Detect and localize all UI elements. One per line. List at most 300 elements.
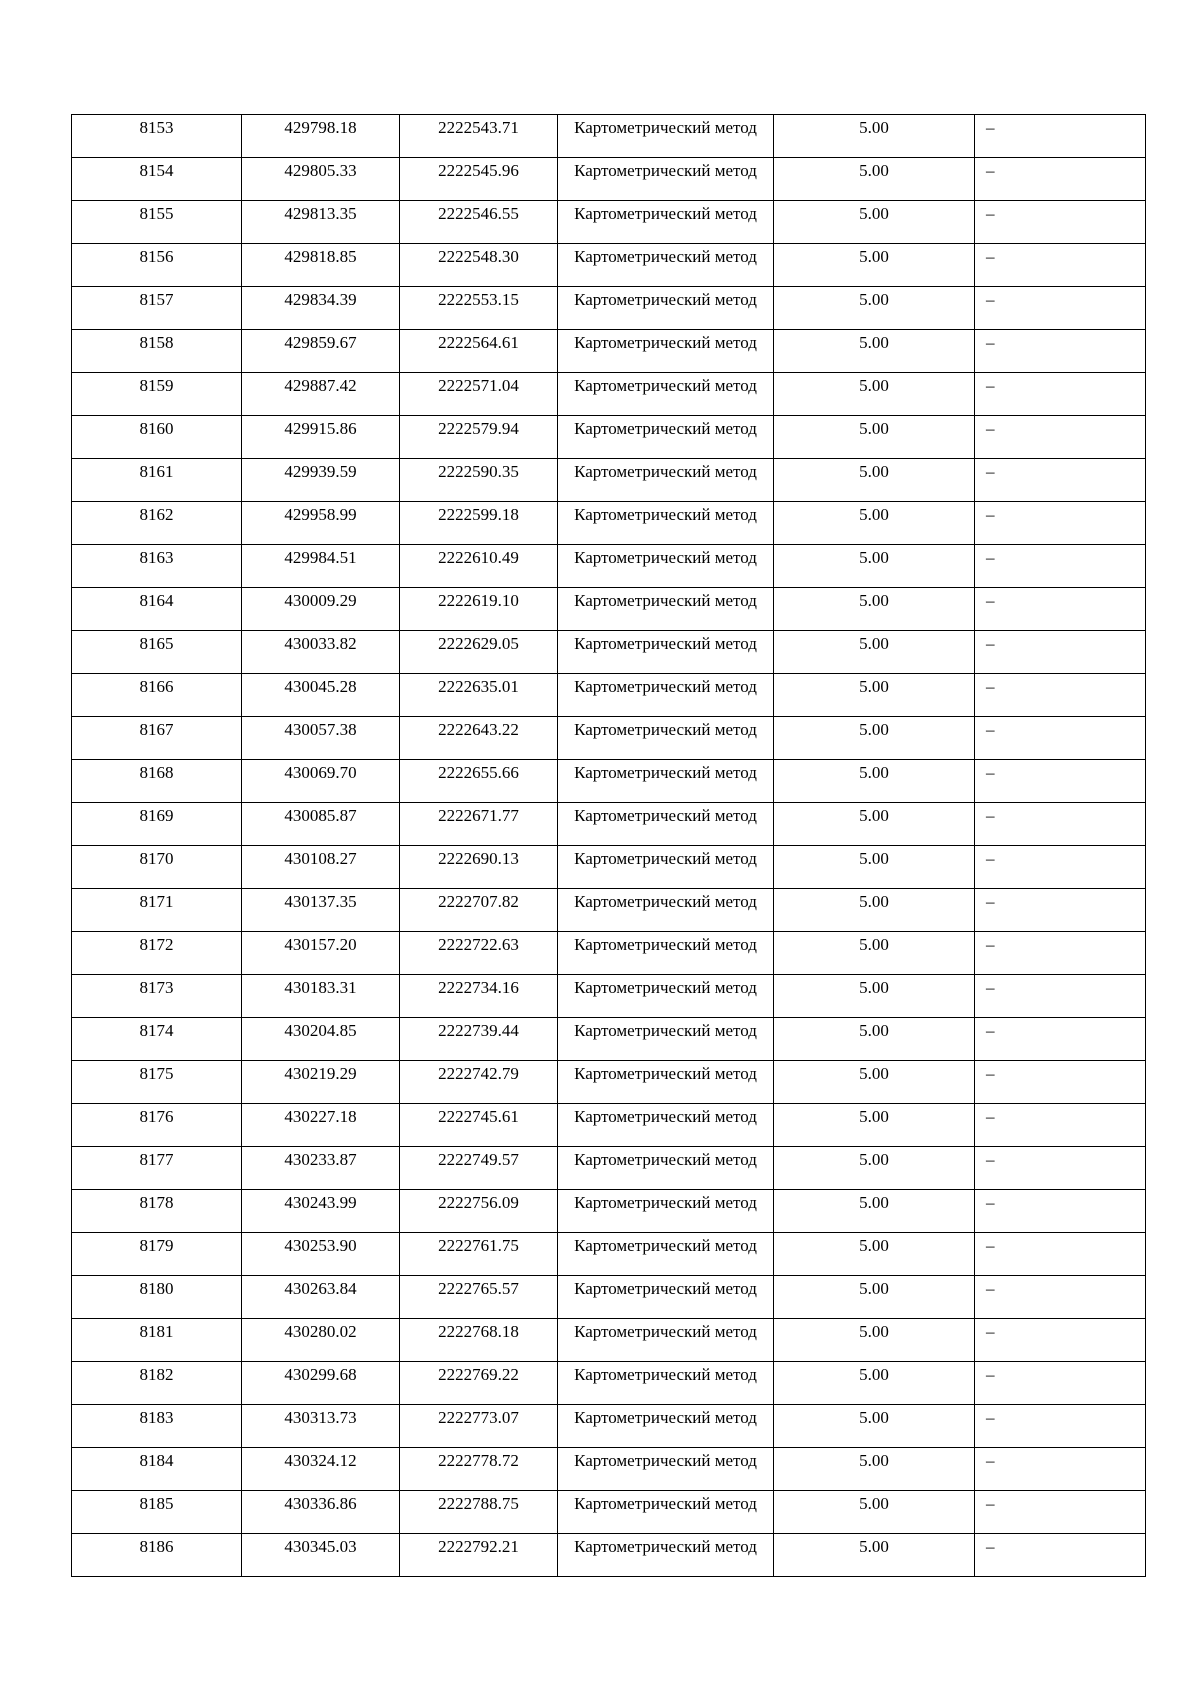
table-row: [72, 1405, 1146, 1448]
x-coordinate-cell: [242, 1448, 400, 1491]
accuracy-cell: [774, 588, 975, 631]
description-cell-text: –: [986, 1408, 995, 1427]
description-cell: [975, 889, 1146, 932]
table-row: [72, 1448, 1146, 1491]
y-coordinate-cell: [400, 1147, 558, 1190]
x-coordinate-cell: [242, 201, 400, 244]
x-coordinate-cell-text: 430085.87: [284, 806, 357, 825]
x-coordinate-cell-text: 430243.99: [284, 1193, 357, 1212]
description-cell-text: –: [986, 892, 995, 911]
description-cell: [975, 1104, 1146, 1147]
x-coordinate-cell-text: 430227.18: [284, 1107, 357, 1126]
method-cell: [558, 717, 774, 760]
x-coordinate-cell-text: 430045.28: [284, 677, 357, 696]
description-cell: [975, 545, 1146, 588]
method-cell: [558, 416, 774, 459]
point-number-cell: [72, 975, 242, 1018]
description-cell-text: –: [986, 161, 995, 180]
description-cell-text: –: [986, 1451, 995, 1470]
description-cell-text: –: [986, 1537, 995, 1556]
description-cell-text: –: [986, 462, 995, 481]
x-coordinate-cell: [242, 545, 400, 588]
x-coordinate-cell: [242, 416, 400, 459]
accuracy-cell: [774, 803, 975, 846]
method-cell: [558, 373, 774, 416]
description-cell-text: –: [986, 1279, 995, 1298]
y-coordinate-cell-text: 2222788.75: [438, 1494, 519, 1513]
point-number-cell-text: 8166: [139, 677, 174, 696]
method-cell-text: Картометрический метод: [574, 677, 757, 696]
description-cell-text: –: [986, 763, 995, 782]
accuracy-cell-text: 5.00: [859, 1236, 889, 1255]
accuracy-cell-text: 5.00: [859, 849, 889, 868]
point-number-cell: [72, 1319, 242, 1362]
table-row: [72, 1276, 1146, 1319]
method-cell-text: Картометрический метод: [574, 505, 757, 524]
accuracy-cell-text: 5.00: [859, 247, 889, 266]
point-number-cell: [72, 760, 242, 803]
description-cell: [975, 287, 1146, 330]
table-row: [72, 158, 1146, 201]
point-number-cell-text: 8175: [139, 1064, 174, 1083]
y-coordinate-cell: [400, 674, 558, 717]
description-cell: [975, 1319, 1146, 1362]
y-coordinate-cell: [400, 1061, 558, 1104]
x-coordinate-cell-text: 430324.12: [284, 1451, 357, 1470]
point-number-cell: [72, 846, 242, 889]
x-coordinate-cell-text: 429958.99: [284, 505, 357, 524]
point-number-cell-text: 8186: [139, 1537, 174, 1556]
accuracy-cell-text: 5.00: [859, 462, 889, 481]
x-coordinate-cell-text: 430009.29: [284, 591, 357, 610]
table-row: [72, 201, 1146, 244]
method-cell: [558, 459, 774, 502]
method-cell: [558, 1491, 774, 1534]
accuracy-cell: [774, 459, 975, 502]
accuracy-cell-text: 5.00: [859, 118, 889, 137]
point-number-cell-text: 8164: [139, 591, 174, 610]
description-cell: [975, 1276, 1146, 1319]
y-coordinate-cell-text: 2222546.55: [438, 204, 519, 223]
x-coordinate-cell-text: 429813.35: [284, 204, 357, 223]
x-coordinate-cell-text: 430299.68: [284, 1365, 357, 1384]
y-coordinate-cell-text: 2222671.77: [438, 806, 519, 825]
method-cell-text: Картометрический метод: [574, 935, 757, 954]
method-cell-text: Картометрический метод: [574, 1150, 757, 1169]
method-cell: [558, 588, 774, 631]
method-cell-text: Картометрический метод: [574, 1236, 757, 1255]
method-cell-text: Картометрический метод: [574, 1107, 757, 1126]
method-cell: [558, 889, 774, 932]
table-row: [72, 1061, 1146, 1104]
y-coordinate-cell-text: 2222773.07: [438, 1408, 519, 1427]
y-coordinate-cell-text: 2222707.82: [438, 892, 519, 911]
point-number-cell-text: 8168: [139, 763, 174, 782]
accuracy-cell: [774, 502, 975, 545]
table-row: [72, 1491, 1146, 1534]
accuracy-cell-text: 5.00: [859, 1494, 889, 1513]
method-cell-text: Картометрический метод: [574, 1021, 757, 1040]
point-number-cell: [72, 1147, 242, 1190]
point-number-cell-text: 8163: [139, 548, 174, 567]
x-coordinate-cell-text: 430183.31: [284, 978, 357, 997]
description-cell-text: –: [986, 935, 995, 954]
accuracy-cell-text: 5.00: [859, 978, 889, 997]
x-coordinate-cell: [242, 244, 400, 287]
table-row: [72, 975, 1146, 1018]
x-coordinate-cell-text: 429984.51: [284, 548, 357, 567]
y-coordinate-cell-text: 2222543.71: [438, 118, 519, 137]
method-cell-text: Картометрический метод: [574, 1494, 757, 1513]
point-number-cell: [72, 588, 242, 631]
method-cell: [558, 1233, 774, 1276]
description-cell-text: –: [986, 720, 995, 739]
description-cell: [975, 1491, 1146, 1534]
description-cell-text: –: [986, 548, 995, 567]
method-cell-text: Картометрический метод: [574, 1537, 757, 1556]
description-cell: [975, 201, 1146, 244]
y-coordinate-cell-text: 2222553.15: [438, 290, 519, 309]
accuracy-cell: [774, 717, 975, 760]
accuracy-cell: [774, 1276, 975, 1319]
description-cell: [975, 1233, 1146, 1276]
table-row: [72, 932, 1146, 975]
x-coordinate-cell-text: 429887.42: [284, 376, 357, 395]
point-number-cell-text: 8180: [139, 1279, 174, 1298]
x-coordinate-cell-text: 429805.33: [284, 161, 357, 180]
description-cell: [975, 330, 1146, 373]
point-number-cell: [72, 459, 242, 502]
table-row: [72, 1319, 1146, 1362]
x-coordinate-cell-text: 429798.18: [284, 118, 357, 137]
description-cell-text: –: [986, 806, 995, 825]
y-coordinate-cell-text: 2222655.66: [438, 763, 519, 782]
x-coordinate-cell-text: 429915.86: [284, 419, 357, 438]
method-cell-text: Картометрический метод: [574, 892, 757, 911]
description-cell: [975, 502, 1146, 545]
y-coordinate-cell-text: 2222564.61: [438, 333, 519, 352]
point-number-cell: [72, 1362, 242, 1405]
method-cell-text: Картометрический метод: [574, 1451, 757, 1470]
y-coordinate-cell: [400, 846, 558, 889]
accuracy-cell: [774, 287, 975, 330]
x-coordinate-cell: [242, 287, 400, 330]
accuracy-cell-text: 5.00: [859, 419, 889, 438]
y-coordinate-cell: [400, 201, 558, 244]
x-coordinate-cell: [242, 1534, 400, 1577]
x-coordinate-cell: [242, 1491, 400, 1534]
method-cell: [558, 1319, 774, 1362]
method-cell: [558, 631, 774, 674]
x-coordinate-cell: [242, 1190, 400, 1233]
table-row: [72, 459, 1146, 502]
description-cell: [975, 846, 1146, 889]
y-coordinate-cell-text: 2222629.05: [438, 634, 519, 653]
table-row: [72, 287, 1146, 330]
x-coordinate-cell: [242, 502, 400, 545]
accuracy-cell-text: 5.00: [859, 376, 889, 395]
point-number-cell: [72, 1018, 242, 1061]
accuracy-cell: [774, 545, 975, 588]
y-coordinate-cell-text: 2222599.18: [438, 505, 519, 524]
y-coordinate-cell-text: 2222643.22: [438, 720, 519, 739]
x-coordinate-cell-text: 430263.84: [284, 1279, 357, 1298]
point-number-cell: [72, 1491, 242, 1534]
coordinates-table-body: [72, 115, 1146, 1577]
method-cell-text: Картометрический метод: [574, 720, 757, 739]
method-cell-text: Картометрический метод: [574, 204, 757, 223]
point-number-cell-text: 8165: [139, 634, 174, 653]
point-number-cell: [72, 1061, 242, 1104]
point-number-cell-text: 8177: [139, 1150, 174, 1169]
accuracy-cell: [774, 1147, 975, 1190]
description-cell-text: –: [986, 1236, 995, 1255]
accuracy-cell-text: 5.00: [859, 1150, 889, 1169]
table-row: [72, 416, 1146, 459]
x-coordinate-cell: [242, 760, 400, 803]
point-number-cell: [72, 545, 242, 588]
y-coordinate-cell: [400, 1362, 558, 1405]
point-number-cell-text: 8160: [139, 419, 174, 438]
method-cell-text: Картометрический метод: [574, 161, 757, 180]
x-coordinate-cell-text: 430233.87: [284, 1150, 357, 1169]
method-cell: [558, 674, 774, 717]
x-coordinate-cell: [242, 975, 400, 1018]
y-coordinate-cell-text: 2222619.10: [438, 591, 519, 610]
description-cell-text: –: [986, 1365, 995, 1384]
point-number-cell: [72, 717, 242, 760]
point-number-cell-text: 8171: [139, 892, 174, 911]
description-cell-text: –: [986, 849, 995, 868]
point-number-cell: [72, 115, 242, 158]
x-coordinate-cell-text: 429834.39: [284, 290, 357, 309]
point-number-cell-text: 8156: [139, 247, 174, 266]
description-cell: [975, 1534, 1146, 1577]
description-cell: [975, 975, 1146, 1018]
y-coordinate-cell-text: 2222579.94: [438, 419, 519, 438]
table-row: [72, 502, 1146, 545]
x-coordinate-cell: [242, 1233, 400, 1276]
method-cell-text: Картометрический метод: [574, 290, 757, 309]
description-cell: [975, 932, 1146, 975]
method-cell-text: Картометрический метод: [574, 849, 757, 868]
method-cell-text: Картометрический метод: [574, 462, 757, 481]
method-cell: [558, 932, 774, 975]
description-cell-text: –: [986, 118, 995, 137]
y-coordinate-cell: [400, 416, 558, 459]
accuracy-cell-text: 5.00: [859, 204, 889, 223]
table-row: [72, 1362, 1146, 1405]
accuracy-cell: [774, 631, 975, 674]
point-number-cell-text: 8184: [139, 1451, 174, 1470]
accuracy-cell: [774, 373, 975, 416]
accuracy-cell-text: 5.00: [859, 290, 889, 309]
description-cell: [975, 459, 1146, 502]
y-coordinate-cell: [400, 1190, 558, 1233]
x-coordinate-cell-text: 430219.29: [284, 1064, 357, 1083]
method-cell: [558, 846, 774, 889]
description-cell-text: –: [986, 419, 995, 438]
description-cell-text: –: [986, 505, 995, 524]
description-cell-text: –: [986, 204, 995, 223]
accuracy-cell-text: 5.00: [859, 1064, 889, 1083]
y-coordinate-cell-text: 2222610.49: [438, 548, 519, 567]
accuracy-cell: [774, 1018, 975, 1061]
description-cell: [975, 158, 1146, 201]
point-number-cell-text: 8173: [139, 978, 174, 997]
accuracy-cell-text: 5.00: [859, 720, 889, 739]
description-cell-text: –: [986, 290, 995, 309]
accuracy-cell: [774, 760, 975, 803]
y-coordinate-cell: [400, 1405, 558, 1448]
x-coordinate-cell: [242, 588, 400, 631]
point-number-cell: [72, 1233, 242, 1276]
point-number-cell-text: 8172: [139, 935, 174, 954]
description-cell-text: –: [986, 1064, 995, 1083]
accuracy-cell: [774, 1405, 975, 1448]
method-cell: [558, 158, 774, 201]
table-row: [72, 1534, 1146, 1577]
method-cell: [558, 1018, 774, 1061]
method-cell-text: Картометрический метод: [574, 419, 757, 438]
accuracy-cell-text: 5.00: [859, 333, 889, 352]
table-row: [72, 1233, 1146, 1276]
x-coordinate-cell-text: 430345.03: [284, 1537, 357, 1556]
y-coordinate-cell: [400, 1018, 558, 1061]
y-coordinate-cell: [400, 803, 558, 846]
coordinates-table: [71, 114, 1146, 1577]
y-coordinate-cell: [400, 158, 558, 201]
accuracy-cell-text: 5.00: [859, 1537, 889, 1556]
accuracy-cell: [774, 932, 975, 975]
accuracy-cell-text: 5.00: [859, 548, 889, 567]
accuracy-cell: [774, 1233, 975, 1276]
description-cell: [975, 631, 1146, 674]
y-coordinate-cell: [400, 1104, 558, 1147]
point-number-cell-text: 8154: [139, 161, 174, 180]
x-coordinate-cell-text: 430336.86: [284, 1494, 357, 1513]
table-row: [72, 244, 1146, 287]
description-cell: [975, 717, 1146, 760]
method-cell: [558, 1448, 774, 1491]
y-coordinate-cell-text: 2222690.13: [438, 849, 519, 868]
x-coordinate-cell-text: 430204.85: [284, 1021, 357, 1040]
point-number-cell: [72, 1405, 242, 1448]
x-coordinate-cell: [242, 631, 400, 674]
point-number-cell-text: 8179: [139, 1236, 174, 1255]
point-number-cell-text: 8162: [139, 505, 174, 524]
x-coordinate-cell: [242, 1362, 400, 1405]
accuracy-cell: [774, 1491, 975, 1534]
accuracy-cell-text: 5.00: [859, 892, 889, 911]
accuracy-cell-text: 5.00: [859, 1021, 889, 1040]
x-coordinate-cell: [242, 717, 400, 760]
description-cell-text: –: [986, 376, 995, 395]
y-coordinate-cell: [400, 932, 558, 975]
x-coordinate-cell-text: 430033.82: [284, 634, 357, 653]
point-number-cell: [72, 1448, 242, 1491]
point-number-cell-text: 8183: [139, 1408, 174, 1427]
accuracy-cell: [774, 416, 975, 459]
point-number-cell-text: 8158: [139, 333, 174, 352]
accuracy-cell: [774, 1362, 975, 1405]
y-coordinate-cell-text: 2222742.79: [438, 1064, 519, 1083]
y-coordinate-cell: [400, 373, 558, 416]
point-number-cell: [72, 889, 242, 932]
x-coordinate-cell: [242, 1018, 400, 1061]
table-row: [72, 373, 1146, 416]
x-coordinate-cell: [242, 932, 400, 975]
table-row: [72, 846, 1146, 889]
method-cell: [558, 760, 774, 803]
table-row: [72, 545, 1146, 588]
y-coordinate-cell-text: 2222792.21: [438, 1537, 519, 1556]
table-row: [72, 803, 1146, 846]
x-coordinate-cell: [242, 803, 400, 846]
y-coordinate-cell: [400, 1534, 558, 1577]
description-cell: [975, 373, 1146, 416]
y-coordinate-cell: [400, 330, 558, 373]
accuracy-cell: [774, 158, 975, 201]
point-number-cell: [72, 201, 242, 244]
y-coordinate-cell: [400, 1233, 558, 1276]
y-coordinate-cell-text: 2222635.01: [438, 677, 519, 696]
description-cell: [975, 1362, 1146, 1405]
point-number-cell: [72, 330, 242, 373]
table-row: [72, 889, 1146, 932]
point-number-cell-text: 8153: [139, 118, 174, 137]
y-coordinate-cell: [400, 588, 558, 631]
description-cell: [975, 1018, 1146, 1061]
y-coordinate-cell-text: 2222722.63: [438, 935, 519, 954]
accuracy-cell: [774, 846, 975, 889]
description-cell-text: –: [986, 1150, 995, 1169]
method-cell: [558, 1362, 774, 1405]
table-row: [72, 760, 1146, 803]
point-number-cell-text: 8167: [139, 720, 174, 739]
y-coordinate-cell: [400, 889, 558, 932]
accuracy-cell: [774, 1061, 975, 1104]
method-cell: [558, 1534, 774, 1577]
y-coordinate-cell-text: 2222590.35: [438, 462, 519, 481]
table-row: [72, 631, 1146, 674]
x-coordinate-cell: [242, 1319, 400, 1362]
description-cell: [975, 588, 1146, 631]
x-coordinate-cell-text: 429818.85: [284, 247, 357, 266]
y-coordinate-cell-text: 2222761.75: [438, 1236, 519, 1255]
x-coordinate-cell: [242, 115, 400, 158]
point-number-cell-text: 8170: [139, 849, 174, 868]
accuracy-cell-text: 5.00: [859, 1408, 889, 1427]
table-row: [72, 1018, 1146, 1061]
x-coordinate-cell: [242, 158, 400, 201]
y-coordinate-cell-text: 2222739.44: [438, 1021, 519, 1040]
method-cell-text: Картометрический метод: [574, 591, 757, 610]
x-coordinate-cell: [242, 1061, 400, 1104]
accuracy-cell-text: 5.00: [859, 505, 889, 524]
x-coordinate-cell: [242, 1104, 400, 1147]
description-cell-text: –: [986, 1193, 995, 1212]
accuracy-cell: [774, 201, 975, 244]
x-coordinate-cell-text: 430069.70: [284, 763, 357, 782]
description-cell: [975, 760, 1146, 803]
point-number-cell: [72, 373, 242, 416]
description-cell: [975, 416, 1146, 459]
description-cell-text: –: [986, 591, 995, 610]
description-cell-text: –: [986, 634, 995, 653]
x-coordinate-cell: [242, 459, 400, 502]
accuracy-cell-text: 5.00: [859, 1193, 889, 1212]
